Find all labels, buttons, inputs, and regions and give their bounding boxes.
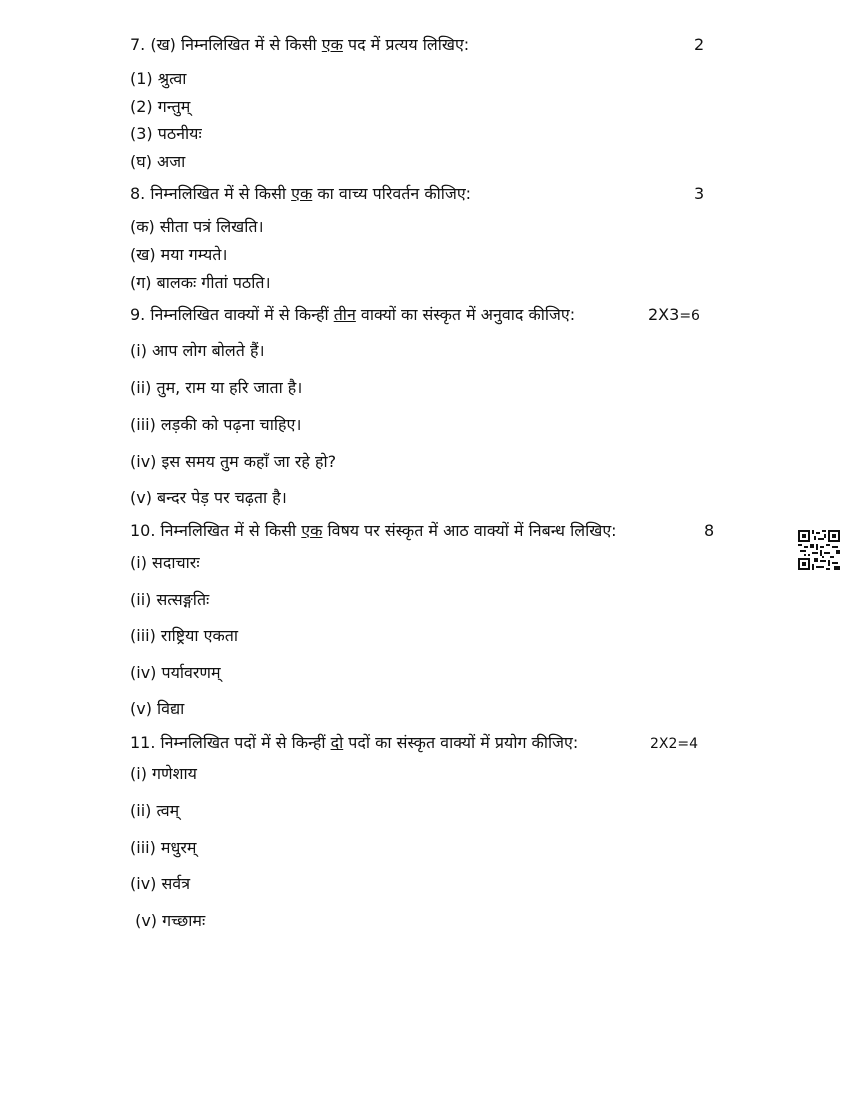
q9-item-3: (iii) लड़की को पढ़ना चाहिए। [130, 415, 302, 434]
q9-heading [130, 305, 575, 325]
q10-text: 10. निम्नलिखित में से किसी [130, 521, 302, 540]
q9-underlined: तीन [333, 305, 356, 324]
q7-underlined: एक [321, 35, 343, 54]
q10-item-3: (iii) राष्ट्रिया एकता [130, 626, 238, 645]
q9-marks-b: =6 [679, 308, 700, 324]
q10-item-5: (v) विद्या [130, 699, 185, 718]
q8-item-1: (क) सीता पत्रं लिखति। [130, 217, 264, 236]
q10-underlined: एक [301, 521, 323, 540]
q10-item-2: (ii) सत्सङ्गतिः [130, 590, 210, 609]
q7-text: 7. (ख) निम्नलिखित में से किसी [130, 35, 322, 54]
q10-text-end: विषय पर संस्कृत में आठ वाक्यों में निबन्ध लिखिए: [322, 521, 617, 540]
q11-item-1: (i) गणेशाय [130, 764, 197, 783]
q9-item-5: (v) बन्दर पेड़ पर चढ़ता है। [130, 488, 287, 507]
q11-item-2: (ii) त्वम् [130, 801, 180, 820]
qr-code-icon [798, 530, 840, 570]
q7-item-3: (3) पठनीयः [130, 124, 202, 143]
q11-underlined: दो [330, 733, 344, 752]
q9-item-1: (i) आप लोग बोलते हैं। [130, 341, 265, 360]
q9-text-end: वाक्यों का संस्कृत में अनुवाद कीजिए: [355, 305, 576, 324]
q7-heading [130, 35, 469, 55]
q9-marks [648, 305, 700, 326]
q8-item-3: (ग) बालकः गीतां पठति। [130, 273, 271, 292]
q8-text-end: का वाच्य परिवर्तन कीजिए: [312, 184, 472, 203]
q11-marks: 2X2=4 [650, 736, 699, 752]
q7-text-end: पद में प्रत्यय लिखिए: [342, 35, 470, 54]
q10-item-1: (i) सदाचारः [130, 553, 200, 572]
q11-item-4: (iv) सर्वत्र [130, 874, 191, 893]
q8-item-2: (ख) मया गम्यते। [130, 245, 228, 264]
q9-text: 9. निम्नलिखित वाक्यों में से किन्हीं [130, 305, 334, 324]
q11-text: 11. निम्नलिखित पदों में से किन्हीं [130, 733, 331, 752]
q11-item-5: (v) गच्छामः [130, 911, 206, 930]
q9-item-2: (ii) तुम, राम या हरि जाता है। [130, 378, 303, 397]
q11-text-end: पदों का संस्कृत वाक्यों में प्रयोग कीजिए: [343, 733, 579, 752]
q11-item-3: (iii) मधुरम् [130, 838, 197, 857]
q8-heading [130, 184, 471, 204]
q7-item-1: (1) श्रुत्वा [130, 69, 187, 88]
q10-heading [130, 521, 617, 541]
q8-underlined: एक [291, 184, 313, 203]
q8-marks: 3 [694, 184, 705, 203]
q11-heading [130, 733, 578, 753]
q9-item-4: (iv) इस समय तुम कहाँ जा रहे हो? [130, 452, 337, 471]
q10-marks: 8 [704, 521, 715, 540]
q8-text: 8. निम्नलिखित में से किसी [130, 184, 292, 203]
q9-marks-a: 2X3 [648, 305, 680, 324]
q7-item-4: (घ) अजा [130, 152, 186, 171]
q10-item-4: (iv) पर्यावरणम् [130, 663, 221, 682]
q7-marks: 2 [694, 35, 705, 54]
q7-item-2: (2) गन्तुम् [130, 97, 191, 116]
